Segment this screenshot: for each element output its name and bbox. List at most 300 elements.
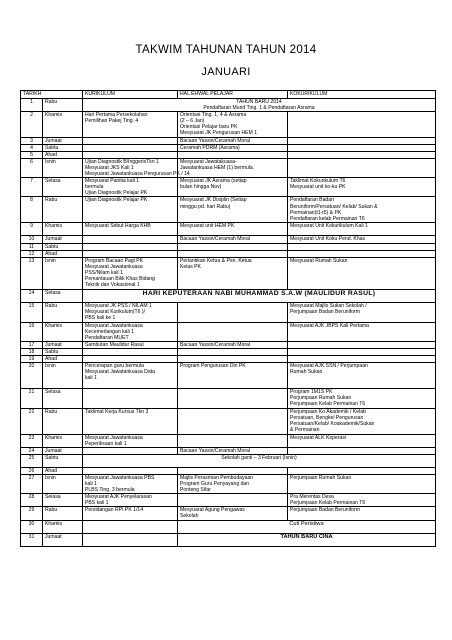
day-cell bbox=[43, 341, 83, 348]
hep-cell bbox=[178, 349, 288, 356]
cell-line: Pemilihan Pakej Ting. 4 bbox=[85, 118, 139, 125]
day-cell bbox=[43, 112, 83, 137]
cell-line: 5 bbox=[30, 151, 33, 158]
cell-line: 18 bbox=[28, 349, 35, 356]
cell-line: Ahad bbox=[45, 151, 57, 158]
kurikulum-cell bbox=[83, 112, 178, 137]
table-row bbox=[21, 349, 436, 356]
kurikulum-cell bbox=[83, 197, 178, 223]
hep-cell bbox=[178, 197, 288, 223]
kokurikulum-cell bbox=[288, 389, 436, 408]
cell-line: Bacaan Yassin/Ceramah Moral bbox=[180, 236, 251, 243]
cell-line: Mesyuarat Unit Kokurikulum Kali 1 bbox=[290, 223, 368, 230]
cell-line: Mesyuarat JK Pengurusan HEM 1 bbox=[180, 130, 258, 137]
date-cell bbox=[21, 363, 43, 389]
date-cell bbox=[21, 507, 43, 520]
cell-line: Khamis bbox=[45, 112, 62, 119]
cell-line: Pra Merentas Desa bbox=[290, 494, 334, 501]
cell-line: 7 bbox=[30, 178, 33, 185]
cell-line: Ponteng Sifar bbox=[180, 487, 211, 494]
cell-line: Rabu bbox=[45, 408, 58, 415]
cell-line: Pendaftaran Badan bbox=[290, 197, 334, 204]
kurikulum-cell bbox=[83, 302, 178, 322]
date-cell bbox=[21, 302, 43, 322]
cell-line: Taklimat Kokurikulum T6 bbox=[290, 178, 346, 185]
calendar-table bbox=[20, 90, 436, 547]
kurikulum-cell bbox=[83, 341, 178, 348]
cell-line: 4 bbox=[30, 144, 33, 151]
cell-line: Selasa bbox=[45, 494, 61, 501]
cell-line: Pendaftaran Murid Ting. 1 & Pendaftaran Asrama bbox=[203, 105, 315, 112]
kurikulum-cell bbox=[83, 178, 178, 197]
cell-line: Jumaat bbox=[45, 447, 62, 454]
hep-cell bbox=[178, 250, 288, 257]
cell-line: Mesyuarat Unit Koku Pend. Khas bbox=[290, 236, 366, 243]
table-row bbox=[21, 243, 436, 250]
cell-line: 30 bbox=[28, 520, 35, 527]
holiday-banner bbox=[83, 289, 436, 302]
cell-line: 2 bbox=[30, 112, 33, 119]
cell-line: Rumah Sukan bbox=[290, 369, 323, 376]
date-cell bbox=[21, 112, 43, 137]
kokurikulum-cell bbox=[288, 341, 436, 348]
cell-line: Jumaat bbox=[45, 236, 62, 243]
kokurikulum-cell bbox=[288, 236, 436, 243]
cell-line: 10 bbox=[28, 236, 35, 243]
kurikulum-cell bbox=[83, 223, 178, 236]
cell-line: Mesyuarat Rumah Sukan bbox=[290, 257, 348, 264]
hep-cell bbox=[178, 112, 288, 137]
cell-line: Sekolah bbox=[180, 513, 199, 520]
cell-line: Mesyuarat Jawatankuasa PBS bbox=[85, 474, 155, 481]
cell-line: 24 bbox=[28, 447, 35, 454]
day-cell bbox=[43, 454, 83, 467]
table-row bbox=[21, 408, 436, 434]
cell-line: Ahad bbox=[45, 250, 57, 257]
date-cell bbox=[21, 447, 43, 454]
cell-line: 8 bbox=[30, 197, 33, 204]
kokurikulum-cell bbox=[288, 474, 436, 493]
table-row bbox=[21, 322, 436, 341]
cell-line: Sabtu bbox=[45, 243, 59, 250]
cell-line: Permainan(t1-t5) & PK bbox=[290, 209, 342, 216]
cell-line: Perjumpaan Kelab Permainan T6 bbox=[290, 401, 366, 408]
cell-line: kali 1 bbox=[85, 481, 97, 487]
date-cell bbox=[21, 99, 43, 112]
day-cell bbox=[43, 467, 83, 474]
day-cell bbox=[43, 389, 83, 408]
day-cell bbox=[43, 356, 83, 363]
cell-line: Mesyuarat JKS Kali 1 bbox=[85, 164, 134, 171]
cell-line: Perlantikan Ketua & Pen. Ketua bbox=[180, 257, 252, 264]
day-cell bbox=[43, 236, 83, 243]
date-cell bbox=[21, 257, 43, 289]
table-row bbox=[21, 341, 436, 348]
cell-line: HARI KEPUTERAAN NABI MUHAMMAD S.A.W (MAULIDUR RASUL) bbox=[142, 289, 376, 297]
cell-line: 23 bbox=[28, 434, 35, 441]
hep-cell bbox=[178, 137, 288, 144]
kokurikulum-cell bbox=[288, 257, 436, 289]
kurikulum-cell bbox=[83, 533, 178, 546]
cell-line: (2 – 6 Jan) bbox=[180, 118, 205, 125]
cell-line: Beruniform/Persatuan/ Kelab/ Sukan & bbox=[290, 203, 378, 210]
cell-line: Jumaat bbox=[45, 341, 62, 348]
cell-line: Khamis bbox=[45, 223, 62, 230]
day-cell bbox=[43, 363, 83, 389]
cell-line: 12 bbox=[28, 250, 35, 257]
cell-line: Rabu bbox=[45, 197, 58, 204]
kokurikulum-cell bbox=[288, 302, 436, 322]
cell-line: 22 bbox=[28, 408, 35, 415]
day-cell bbox=[43, 137, 83, 144]
day-cell bbox=[43, 434, 83, 447]
cell-line: Mesyuarat Jawatankuasa bbox=[85, 434, 143, 441]
table-row bbox=[21, 363, 436, 389]
cell-line: 3 bbox=[30, 137, 33, 144]
kurikulum-cell bbox=[83, 356, 178, 363]
cell-line: 14 bbox=[28, 289, 35, 296]
table-row bbox=[21, 494, 436, 507]
kokurikulum-cell bbox=[288, 322, 436, 341]
day-cell bbox=[43, 99, 83, 112]
table-row bbox=[21, 302, 436, 322]
cell-line: Jawatankuasa HEM (1) bermula. bbox=[180, 164, 255, 171]
cell-line: Perjumpaan Ko Akademik / Kelab bbox=[290, 408, 366, 415]
holiday-cell bbox=[178, 533, 436, 546]
cell-line: Selasa bbox=[45, 178, 61, 185]
date-cell bbox=[21, 467, 43, 474]
kokurikulum-cell bbox=[288, 178, 436, 197]
kokurikulum-cell bbox=[288, 467, 436, 474]
table-row bbox=[21, 112, 436, 137]
date-cell bbox=[21, 356, 43, 363]
date-cell bbox=[21, 250, 43, 257]
day-cell bbox=[43, 349, 83, 356]
cell-line: Mesyuarat unit ko-ku PK bbox=[290, 184, 346, 191]
kurikulum-cell bbox=[83, 250, 178, 257]
cell-line: Mesyuarat Sebut Harga KHB bbox=[85, 223, 151, 230]
cell-line: & Permainan bbox=[290, 426, 320, 433]
merged-event-cell bbox=[83, 99, 436, 112]
cell-line: Rabu bbox=[45, 507, 58, 514]
day-cell bbox=[43, 158, 83, 177]
holiday-cell bbox=[178, 520, 436, 533]
cell-line: Mesyuarat Panitia kali 1 bbox=[85, 178, 140, 185]
cell-line: minggu pd. hari Rabu) bbox=[180, 203, 231, 210]
cell-line: Selasa bbox=[45, 289, 61, 296]
kurikulum-cell bbox=[83, 507, 178, 520]
hep-cell bbox=[178, 236, 288, 243]
hep-cell bbox=[178, 158, 288, 177]
cell-line: Program 1M1S PK bbox=[290, 389, 333, 396]
col-header-hep: HAL EHWAL PELAJAR bbox=[178, 91, 288, 99]
day-cell bbox=[43, 520, 83, 533]
cell-line: Program Pengurusan Diri PK bbox=[180, 363, 246, 370]
date-cell bbox=[21, 197, 43, 223]
cell-line: 6 bbox=[30, 158, 33, 165]
table-row bbox=[21, 151, 436, 158]
hep-cell bbox=[178, 302, 288, 322]
table-row bbox=[21, 257, 436, 289]
day-cell bbox=[43, 494, 83, 507]
table-row bbox=[21, 99, 436, 112]
cell-line: Ahad bbox=[45, 467, 57, 474]
col-header-kurikulum: KURIKULUM bbox=[83, 91, 178, 99]
cell-line: 27 bbox=[28, 474, 35, 481]
cell-line: 31 bbox=[28, 533, 35, 540]
kokurikulum-cell bbox=[288, 243, 436, 250]
kokurikulum-cell bbox=[288, 434, 436, 447]
cell-line: Sambutan Maulidur Rasul bbox=[85, 341, 144, 348]
cell-line: Isnin bbox=[45, 474, 56, 481]
hep-cell bbox=[178, 408, 288, 434]
merged-event-cell bbox=[83, 454, 436, 467]
table-row bbox=[21, 520, 436, 533]
table-row bbox=[21, 289, 436, 302]
day-cell bbox=[43, 322, 83, 341]
day-cell bbox=[43, 474, 83, 493]
cell-line: Mesyuarat JK PSS / NILAM 1 bbox=[85, 302, 152, 309]
hep-cell bbox=[178, 474, 288, 493]
cell-line: Persatuan, Bengkel Pengurusan bbox=[290, 414, 364, 421]
date-cell bbox=[21, 494, 43, 507]
table-row bbox=[21, 236, 436, 243]
hep-cell bbox=[178, 356, 288, 363]
table-row bbox=[21, 434, 436, 447]
day-cell bbox=[43, 289, 83, 302]
date-cell bbox=[21, 236, 43, 243]
date-cell bbox=[21, 434, 43, 447]
date-cell bbox=[21, 223, 43, 236]
day-cell bbox=[43, 223, 83, 236]
table-row bbox=[21, 223, 436, 236]
cell-line: 26 bbox=[28, 467, 35, 474]
cell-line: Selasa bbox=[45, 389, 61, 396]
cell-line: Isnin bbox=[45, 158, 56, 165]
cell-line: Perjumpaan Badan Beruniform bbox=[290, 308, 360, 315]
cell-line: Mesyuarat AJK Penyelarasan bbox=[85, 494, 152, 501]
day-cell bbox=[43, 250, 83, 257]
cell-line: PSS/Nilam kali 1 bbox=[85, 269, 123, 276]
day-cell bbox=[43, 144, 83, 151]
date-cell bbox=[21, 289, 43, 302]
day-cell bbox=[43, 257, 83, 289]
day-cell bbox=[43, 151, 83, 158]
kurikulum-cell bbox=[83, 144, 178, 151]
hep-cell bbox=[178, 341, 288, 348]
kokurikulum-cell bbox=[288, 112, 436, 137]
cell-line: 1 bbox=[30, 99, 33, 105]
cell-line: Rabu bbox=[45, 302, 58, 309]
cell-line: PBS kali 1 bbox=[85, 500, 109, 507]
cell-line: 9 bbox=[30, 223, 33, 230]
cell-line: Mesyuarat Jawatankuasa Pengurusan PK / 14 bbox=[85, 171, 190, 178]
kokurikulum-cell bbox=[288, 158, 436, 177]
kurikulum-cell bbox=[83, 494, 178, 507]
day-cell bbox=[43, 197, 83, 223]
cell-line: Pendaftaran kelab Permainan T6 bbox=[290, 215, 365, 222]
cell-line: Mesyuarat ALK Koperasi bbox=[290, 434, 347, 441]
kokurikulum-cell bbox=[288, 349, 436, 356]
day-cell bbox=[43, 408, 83, 434]
cell-line: TAHUN BARU 2014 bbox=[236, 99, 282, 105]
table-row bbox=[21, 389, 436, 408]
kokurikulum-cell bbox=[288, 137, 436, 144]
cell-line: Perjumpaan Kelab Permainan T6 bbox=[290, 500, 366, 507]
cell-line: Sabtu bbox=[45, 144, 59, 151]
kokurikulum-cell bbox=[288, 250, 436, 257]
cell-line: 28 bbox=[28, 494, 35, 501]
hep-cell bbox=[178, 322, 288, 341]
cell-line: Isnin bbox=[45, 363, 56, 370]
kokurikulum-cell bbox=[288, 507, 436, 520]
kurikulum-cell bbox=[83, 408, 178, 434]
cell-line: 13 bbox=[28, 257, 35, 264]
cell-line: Persatuan/Kelab/ Koakademik/Sukan bbox=[290, 420, 375, 427]
kokurikulum-cell bbox=[288, 447, 436, 454]
month-subtitle: JANUARI bbox=[201, 66, 251, 78]
cell-line: Mesyuarat Kurikulum(T6 )/ bbox=[85, 308, 146, 315]
cell-line: Teknik dan Vokasional 1 bbox=[85, 282, 140, 289]
cell-line: kali 1 bbox=[85, 375, 97, 382]
hep-cell bbox=[178, 494, 288, 507]
cell-line: Khamis bbox=[45, 434, 62, 441]
cell-line: 16 bbox=[28, 322, 35, 329]
table-row bbox=[21, 158, 436, 177]
cell-line: Orientasi Pelajar baru PK bbox=[180, 124, 238, 131]
cell-line: Sabtu bbox=[45, 349, 59, 356]
kurikulum-cell bbox=[83, 158, 190, 178]
kokurikulum-cell bbox=[288, 197, 436, 223]
table-row bbox=[21, 467, 436, 474]
table-row bbox=[21, 178, 436, 197]
table-row bbox=[21, 507, 436, 520]
col-header-tarikh: TARIKH bbox=[21, 91, 83, 99]
kurikulum-cell bbox=[83, 322, 178, 341]
table-row bbox=[21, 356, 436, 363]
cell-line: Ujian Diagnostik B/InggerisTkn 1 bbox=[85, 158, 159, 165]
hep-cell bbox=[178, 363, 288, 389]
cell-line: Ahad bbox=[45, 356, 57, 363]
date-cell bbox=[21, 454, 43, 467]
hep-cell bbox=[178, 243, 288, 250]
page-title: TAKWIM TAHUNAN TAHUN 2014 bbox=[135, 44, 317, 56]
cell-line: Mesyuarat Majlis Sukan Sekolah / bbox=[290, 302, 367, 309]
cell-line: 19 bbox=[28, 356, 35, 363]
date-cell bbox=[21, 322, 43, 341]
kurikulum-cell bbox=[83, 137, 178, 144]
table-row bbox=[21, 533, 436, 546]
table-row bbox=[21, 197, 436, 223]
day-cell bbox=[43, 507, 83, 520]
kurikulum-cell bbox=[83, 389, 178, 408]
cell-line: Program Guru Penyayang dan bbox=[180, 481, 250, 487]
kurikulum-cell bbox=[83, 467, 178, 474]
cell-line: Persidangan RPI PK 1/14 bbox=[85, 507, 144, 514]
kurikulum-cell bbox=[83, 236, 178, 243]
date-cell bbox=[21, 178, 43, 197]
date-cell bbox=[21, 408, 43, 434]
cell-line: bermula bbox=[85, 184, 104, 191]
cell-line: PBS kali ke 1 bbox=[85, 314, 116, 321]
kurikulum-cell bbox=[83, 349, 178, 356]
cell-line: Kecemerlangan kali 1 bbox=[85, 328, 134, 335]
kokurikulum-cell bbox=[288, 363, 436, 389]
date-cell bbox=[21, 151, 43, 158]
cell-line: Bacaan Yassin/Ceramah Moral bbox=[180, 137, 251, 144]
date-cell bbox=[21, 520, 43, 533]
date-cell bbox=[21, 349, 43, 356]
col-header-kokurikulum: KOKURIKULUM bbox=[288, 91, 436, 99]
cell-line: Kelas PK bbox=[180, 263, 201, 270]
cell-line: 29 bbox=[28, 507, 35, 514]
cell-line: Sabtu bbox=[45, 454, 59, 461]
cell-line: Taklimat Kerja Kursus Tkn 3 bbox=[85, 408, 149, 415]
date-cell bbox=[21, 341, 43, 348]
cell-line: Orientasi Ting. 1, 4 & Asrama bbox=[180, 112, 247, 119]
cell-line: Mesyuarat Jawatankuasa bbox=[85, 322, 143, 329]
day-cell bbox=[43, 533, 83, 546]
cell-line: TAHUN BARU CINA bbox=[280, 533, 333, 540]
date-cell bbox=[21, 533, 43, 546]
hep-cell bbox=[178, 507, 288, 520]
hep-cell bbox=[178, 434, 288, 447]
table-header-row bbox=[21, 91, 436, 99]
cell-line: Perjumpaan Rumah Sukan bbox=[290, 395, 352, 402]
cell-line: Mesyuarat AJK SSN / Perjumpaan bbox=[290, 363, 368, 370]
cell-line: Pencerapan guru bermula bbox=[85, 363, 144, 370]
cell-line: bulan hingga Nov) bbox=[180, 184, 222, 191]
cell-line: Khamis bbox=[45, 520, 62, 527]
cell-line: 17 bbox=[28, 341, 35, 348]
kokurikulum-cell bbox=[288, 223, 436, 236]
cell-line: Jumaat bbox=[45, 533, 62, 540]
cell-line: Mesyuarat Jawatankuasa Data bbox=[85, 369, 155, 376]
cell-line: Pendaftaran MUET bbox=[85, 334, 129, 341]
day-cell bbox=[43, 178, 83, 197]
cell-line: Cuti Peristiwa bbox=[289, 520, 324, 527]
kurikulum-cell bbox=[83, 447, 178, 454]
hep-cell bbox=[178, 389, 288, 408]
day-cell bbox=[43, 447, 83, 454]
cell-line: Perjumpaan Badan Beruniform bbox=[290, 507, 360, 514]
kokurikulum-cell bbox=[288, 356, 436, 363]
kokurikulum-cell bbox=[288, 144, 436, 151]
cell-line: 21 bbox=[28, 389, 35, 396]
cell-line: Sekolah ganti – 3 Februari (Isnin) bbox=[221, 454, 297, 461]
date-cell bbox=[21, 137, 43, 144]
cell-line: 11 bbox=[28, 243, 35, 250]
kokurikulum-cell bbox=[288, 494, 436, 507]
kurikulum-cell bbox=[83, 520, 178, 533]
cell-line: Mesyuarat Jawatakuasa- bbox=[180, 158, 237, 165]
date-cell bbox=[21, 474, 43, 493]
cell-line: Perjumpaan Rumah Sukan bbox=[290, 474, 352, 481]
hep-cell bbox=[178, 151, 288, 158]
cell-line: Pemantauan Bilik Khas Bidang bbox=[85, 275, 155, 282]
cell-line: Rabu bbox=[45, 99, 58, 105]
hep-cell bbox=[178, 223, 288, 236]
cell-line: Mesyuarat JK Asrama (setiap bbox=[180, 178, 247, 185]
day-cell bbox=[43, 243, 83, 250]
kurikulum-cell bbox=[83, 363, 178, 389]
kurikulum-cell bbox=[83, 243, 178, 250]
cell-line: Program Bacaan Pagi PK bbox=[85, 257, 144, 264]
cell-line: Mesyuarat unit HEM PK bbox=[180, 223, 235, 230]
kokurikulum-cell bbox=[288, 151, 436, 158]
cell-line: Ujian Diagnostik Pelajar PK bbox=[85, 197, 148, 204]
cell-line: Khamis bbox=[45, 322, 62, 329]
